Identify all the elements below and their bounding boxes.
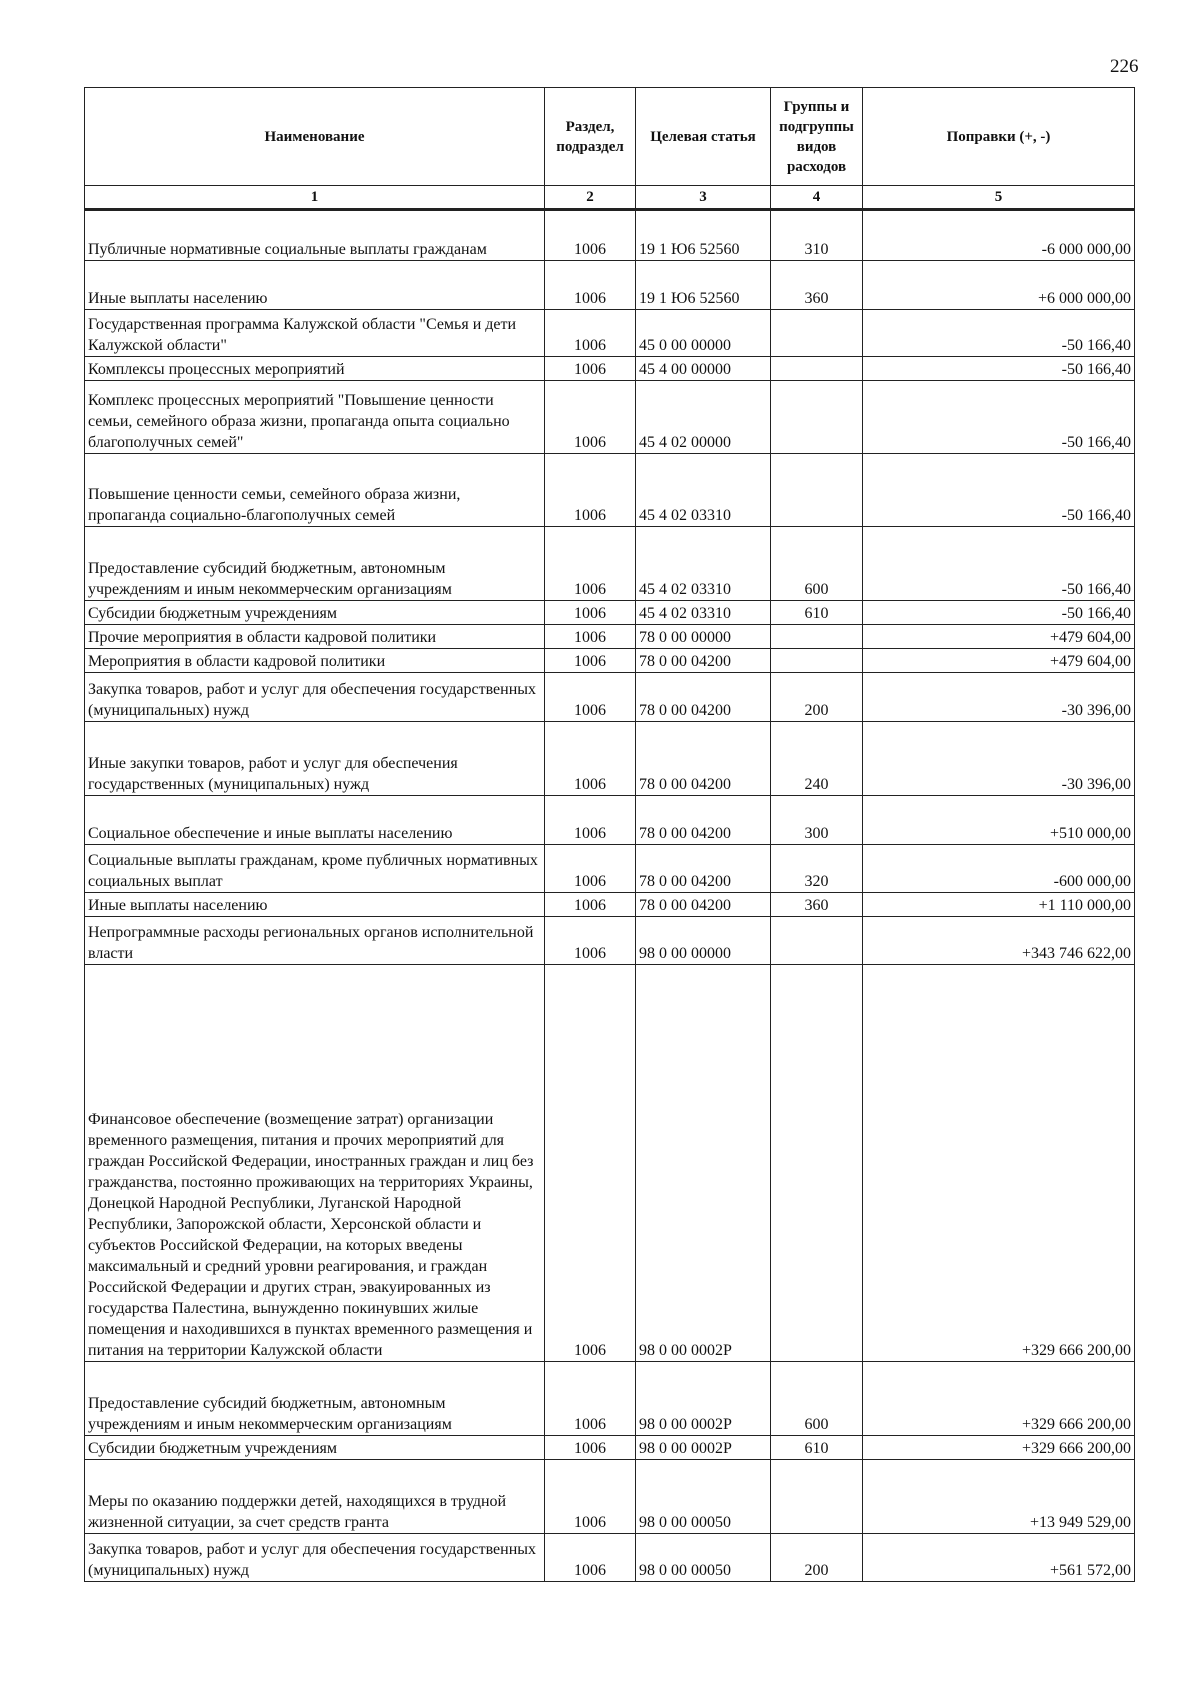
row-section: 1006 (545, 261, 636, 310)
row-target: 78 0 00 04200 (636, 673, 771, 722)
table-row (85, 310, 1135, 357)
row-group (771, 917, 863, 965)
row-name: Комплексы процессных мероприятий (85, 357, 545, 381)
row-name: Закупка товаров, работ и услуг для обеспечения государственных (муниципальных) нужд (85, 673, 545, 722)
row-amount: -50 166,40 (863, 601, 1135, 625)
row-group: 360 (771, 261, 863, 310)
row-target: 45 4 02 03310 (636, 601, 771, 625)
row-name: Предоставление субсидий бюджетным, автономным учреждениям и иным некоммерческим организациям (85, 527, 545, 601)
row-amount: +343 746 622,00 (863, 917, 1135, 965)
table-header-row (85, 88, 1135, 186)
header-name: Наименование (85, 88, 545, 186)
row-target: 98 0 00 0002Р (636, 1436, 771, 1460)
row-section: 1006 (545, 1362, 636, 1436)
row-amount: -600 000,00 (863, 845, 1135, 893)
row-group: 200 (771, 1534, 863, 1582)
row-section: 1006 (545, 893, 636, 917)
row-target: 78 0 00 04200 (636, 649, 771, 673)
row-amount: -50 166,40 (863, 357, 1135, 381)
table-row (85, 454, 1135, 527)
row-target: 98 0 00 00050 (636, 1534, 771, 1582)
row-section: 1006 (545, 210, 636, 261)
table-row (85, 965, 1135, 1362)
row-target: 78 0 00 04200 (636, 722, 771, 796)
row-amount: -30 396,00 (863, 722, 1135, 796)
row-group (771, 381, 863, 454)
table-row (85, 261, 1135, 310)
column-number-row (85, 186, 1135, 210)
row-target: 78 0 00 04200 (636, 845, 771, 893)
row-target: 45 4 00 00000 (636, 357, 771, 381)
table-row (85, 722, 1135, 796)
table-row (85, 1460, 1135, 1534)
row-name: Субсидии бюджетным учреждениям (85, 601, 545, 625)
row-target: 78 0 00 04200 (636, 893, 771, 917)
row-section: 1006 (545, 310, 636, 357)
row-section: 1006 (545, 357, 636, 381)
row-group (771, 1460, 863, 1534)
row-name: Повышение ценности семьи, семейного образа жизни, пропаганда социально-благополучных семей (85, 454, 545, 527)
row-section: 1006 (545, 796, 636, 845)
row-amount: -6 000 000,00 (863, 210, 1135, 261)
column-number: 5 (863, 186, 1135, 210)
row-target: 78 0 00 04200 (636, 796, 771, 845)
row-section: 1006 (545, 965, 636, 1362)
row-name: Социальное обеспечение и иные выплаты населению (85, 796, 545, 845)
row-name: Публичные нормативные социальные выплаты гражданам (85, 210, 545, 261)
row-name: Социальные выплаты гражданам, кроме публичных нормативных социальных выплат (85, 845, 545, 893)
table-row (85, 917, 1135, 965)
row-amount: -30 396,00 (863, 673, 1135, 722)
row-target: 98 0 00 0002Р (636, 1362, 771, 1436)
row-amount: +479 604,00 (863, 649, 1135, 673)
row-section: 1006 (545, 722, 636, 796)
column-number: 4 (771, 186, 863, 210)
row-group: 320 (771, 845, 863, 893)
row-section: 1006 (545, 601, 636, 625)
table-row (85, 796, 1135, 845)
row-group: 240 (771, 722, 863, 796)
row-section: 1006 (545, 454, 636, 527)
row-amount: +510 000,00 (863, 796, 1135, 845)
row-amount: -50 166,40 (863, 381, 1135, 454)
table-row (85, 845, 1135, 893)
header-groups: Группы и подгруппы видов расходов (771, 88, 863, 186)
row-name: Иные выплаты населению (85, 893, 545, 917)
row-section: 1006 (545, 845, 636, 893)
row-amount: +329 666 200,00 (863, 1436, 1135, 1460)
row-group (771, 357, 863, 381)
row-section: 1006 (545, 1534, 636, 1582)
row-name: Комплекс процессных мероприятий "Повышение ценности семьи, семейного образа жизни, пропаганда опыта социально благополучных семей" (85, 381, 545, 454)
row-name: Иные закупки товаров, работ и услуг для обеспечения государственных (муниципальных) нужд (85, 722, 545, 796)
row-section: 1006 (545, 649, 636, 673)
row-section: 1006 (545, 527, 636, 601)
table-row (85, 625, 1135, 649)
row-group: 610 (771, 601, 863, 625)
row-amount: +479 604,00 (863, 625, 1135, 649)
table-row (85, 357, 1135, 381)
row-name: Непрограммные расходы региональных органов исполнительной власти (85, 917, 545, 965)
header-target: Целевая статья (636, 88, 771, 186)
row-target: 19 1 Ю6 52560 (636, 210, 771, 261)
row-group (771, 454, 863, 527)
row-name: Меры по оказанию поддержки детей, находящихся в трудной жизненной ситуации, за счет средств гранта (85, 1460, 545, 1534)
table-row (85, 893, 1135, 917)
row-group (771, 625, 863, 649)
row-group (771, 965, 863, 1362)
row-amount: +329 666 200,00 (863, 965, 1135, 1362)
row-amount: +13 949 529,00 (863, 1460, 1135, 1534)
table-row (85, 601, 1135, 625)
page-number: 226 (1110, 56, 1139, 77)
row-section: 1006 (545, 625, 636, 649)
table-row (85, 381, 1135, 454)
row-section: 1006 (545, 1460, 636, 1534)
row-target: 19 1 Ю6 52560 (636, 261, 771, 310)
row-name: Предоставление субсидий бюджетным, автономным учреждениям и иным некоммерческим организациям (85, 1362, 545, 1436)
row-amount: -50 166,40 (863, 310, 1135, 357)
column-number: 1 (85, 186, 545, 210)
row-name: Субсидии бюджетным учреждениям (85, 1436, 545, 1460)
row-section: 1006 (545, 1436, 636, 1460)
row-amount: +1 110 000,00 (863, 893, 1135, 917)
row-group (771, 649, 863, 673)
row-amount: +561 572,00 (863, 1534, 1135, 1582)
row-target: 45 4 02 03310 (636, 527, 771, 601)
row-group: 600 (771, 527, 863, 601)
column-number: 3 (636, 186, 771, 210)
table-row (85, 673, 1135, 722)
table-row (85, 527, 1135, 601)
row-section: 1006 (545, 673, 636, 722)
row-group: 360 (771, 893, 863, 917)
row-amount: +329 666 200,00 (863, 1362, 1135, 1436)
row-name: Финансовое обеспечение (возмещение затрат) организации временного размещения, питания и прочих мероприятий для граждан Российской Федерации, иностранных граждан и лиц без гражданства, постоянно проживающих на территориях Украины, Донецкой Народной Республики, Луганской Народной Республики, Запорожской области, Херсонской области и субъектов Российской Федерации, на которых введены максимальный и средний уровни реагирования, и граждан Российской Федерации и других стран, эвакуированных из государства Палестина, вынужденно покинувших жилые помещения и находившихся в пунктах временного размещения и питания на территории Калужской области (85, 965, 545, 1362)
row-target: 45 0 00 00000 (636, 310, 771, 357)
row-group (771, 310, 863, 357)
row-target: 98 0 00 00050 (636, 1460, 771, 1534)
row-target: 98 0 00 00000 (636, 917, 771, 965)
row-section: 1006 (545, 917, 636, 965)
header-section: Раздел, подраздел (545, 88, 636, 186)
row-amount: +6 000 000,00 (863, 261, 1135, 310)
table-row (85, 649, 1135, 673)
budget-amendments-table (84, 87, 1135, 1582)
table-row (85, 210, 1135, 261)
row-target: 78 0 00 00000 (636, 625, 771, 649)
row-group: 310 (771, 210, 863, 261)
row-group: 610 (771, 1436, 863, 1460)
row-name: Закупка товаров, работ и услуг для обеспечения государственных (муниципальных) нужд (85, 1534, 545, 1582)
header-amendments: Поправки (+, -) (863, 88, 1135, 186)
row-target: 45 4 02 03310 (636, 454, 771, 527)
row-amount: -50 166,40 (863, 454, 1135, 527)
row-section: 1006 (545, 381, 636, 454)
row-group: 200 (771, 673, 863, 722)
column-number: 2 (545, 186, 636, 210)
table-row (85, 1436, 1135, 1460)
table-row (85, 1362, 1135, 1436)
row-group: 300 (771, 796, 863, 845)
row-target: 98 0 00 0002Р (636, 965, 771, 1362)
row-amount: -50 166,40 (863, 527, 1135, 601)
row-name: Прочие мероприятия в области кадровой политики (85, 625, 545, 649)
row-name: Мероприятия в области кадровой политики (85, 649, 545, 673)
row-group: 600 (771, 1362, 863, 1436)
table-row (85, 1534, 1135, 1582)
row-name: Государственная программа Калужской области "Семья и дети Калужской области" (85, 310, 545, 357)
row-target: 45 4 02 00000 (636, 381, 771, 454)
row-name: Иные выплаты населению (85, 261, 545, 310)
